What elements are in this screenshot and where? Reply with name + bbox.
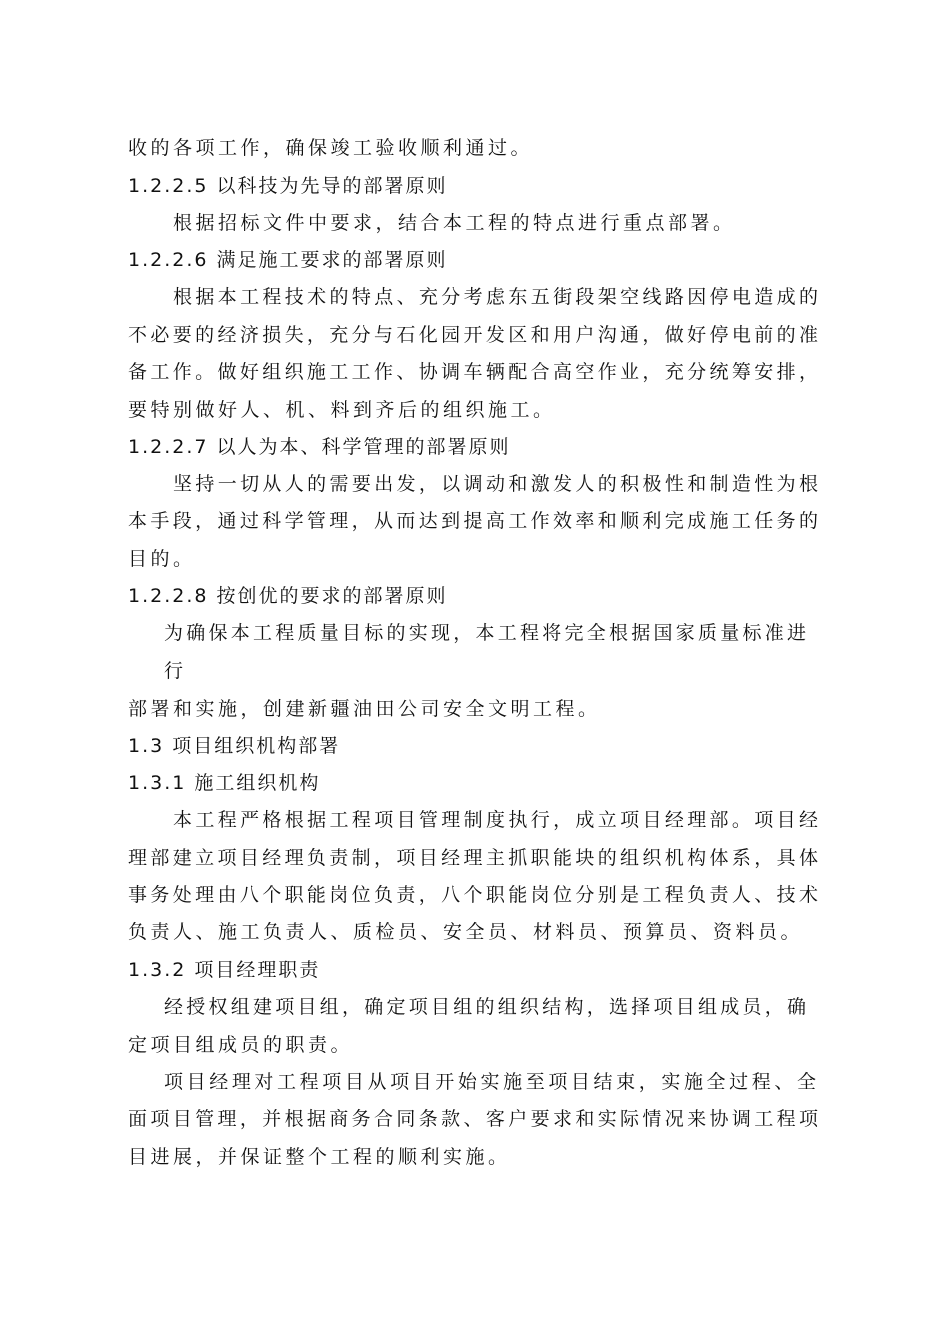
paragraph-line: 坚持一切从人的需要出发，以调动和激发人的积极性和制造性为根 — [173, 473, 818, 495]
paragraph-line: 事务处理由八个职能岗位负责，八个职能岗位分别是工程负责人、技术 — [128, 884, 818, 906]
paragraph-line: 不必要的经济损失，充分与石化园开发区和用户沟通，做好停电前的准 — [128, 324, 818, 346]
paragraph-line: 根据本工程技术的特点、充分考虑东五街段架空线路因停电造成的 — [173, 286, 818, 308]
paragraph-line: 本手段，通过科学管理，从而达到提高工作效率和顺利完成施工任务的 — [128, 510, 818, 532]
section-heading: 1.3.1 施工组织机构 — [128, 772, 321, 794]
section-heading: 1.2.2.8 按创优的要求的部署原则 — [128, 585, 448, 607]
paragraph-line: 项目经理对工程项目从项目开始实施至项目结束，实施全过程、全 — [164, 1071, 816, 1093]
paragraph-line: 定项目组成员的职责。 — [128, 1034, 354, 1056]
section-heading: 1.2.2.7 以人为本、科学管理的部署原则 — [128, 436, 511, 458]
paragraph-line: 目的。 — [128, 548, 196, 570]
section-heading: 1.3 项目组织机构部署 — [128, 735, 341, 757]
paragraph-line: 为确保本工程质量目标的实现，本工程将完全根据国家质量标准进 — [164, 622, 806, 644]
paragraph-line: 面项目管理，并根据商务合同条款、客户要求和实际情况来协调工程项 — [128, 1108, 818, 1130]
paragraph-line: 负责人、施工负责人、质检员、安全员、材料员、预算员、资料员。 — [128, 921, 804, 943]
paragraph-line: 行 — [164, 660, 187, 682]
paragraph-line: 经授权组建项目组，确定项目组的组织结构，选择项目组成员，确 — [164, 996, 806, 1018]
paragraph-line: 要特别做好人、机、料到齐后的组织施工。 — [128, 399, 556, 421]
section-heading: 1.2.2.6 满足施工要求的部署原则 — [128, 249, 448, 271]
section-heading: 1.2.2.5 以科技为先导的部署原则 — [128, 175, 448, 197]
paragraph-line: 理部建立项目经理负责制，项目经理主抓职能块的组织机构体系，具体 — [128, 847, 818, 869]
paragraph-line: 根据招标文件中要求，结合本工程的特点进行重点部署。 — [173, 212, 736, 234]
paragraph-line: 备工作。做好组织施工工作、协调车辆配合高空作业，充分统筹安排， — [128, 361, 818, 383]
paragraph-line: 本工程严格根据工程项目管理制度执行，成立项目经理部。项目经 — [173, 809, 818, 831]
section-heading: 1.3.2 项目经理职责 — [128, 959, 321, 981]
paragraph-line: 收的各项工作，确保竣工验收顺利通过。 — [128, 137, 534, 159]
paragraph-line: 部署和实施，创建新疆油田公司安全文明工程。 — [128, 698, 601, 720]
paragraph-line: 目进展，并保证整个工程的顺利实施。 — [128, 1146, 511, 1168]
